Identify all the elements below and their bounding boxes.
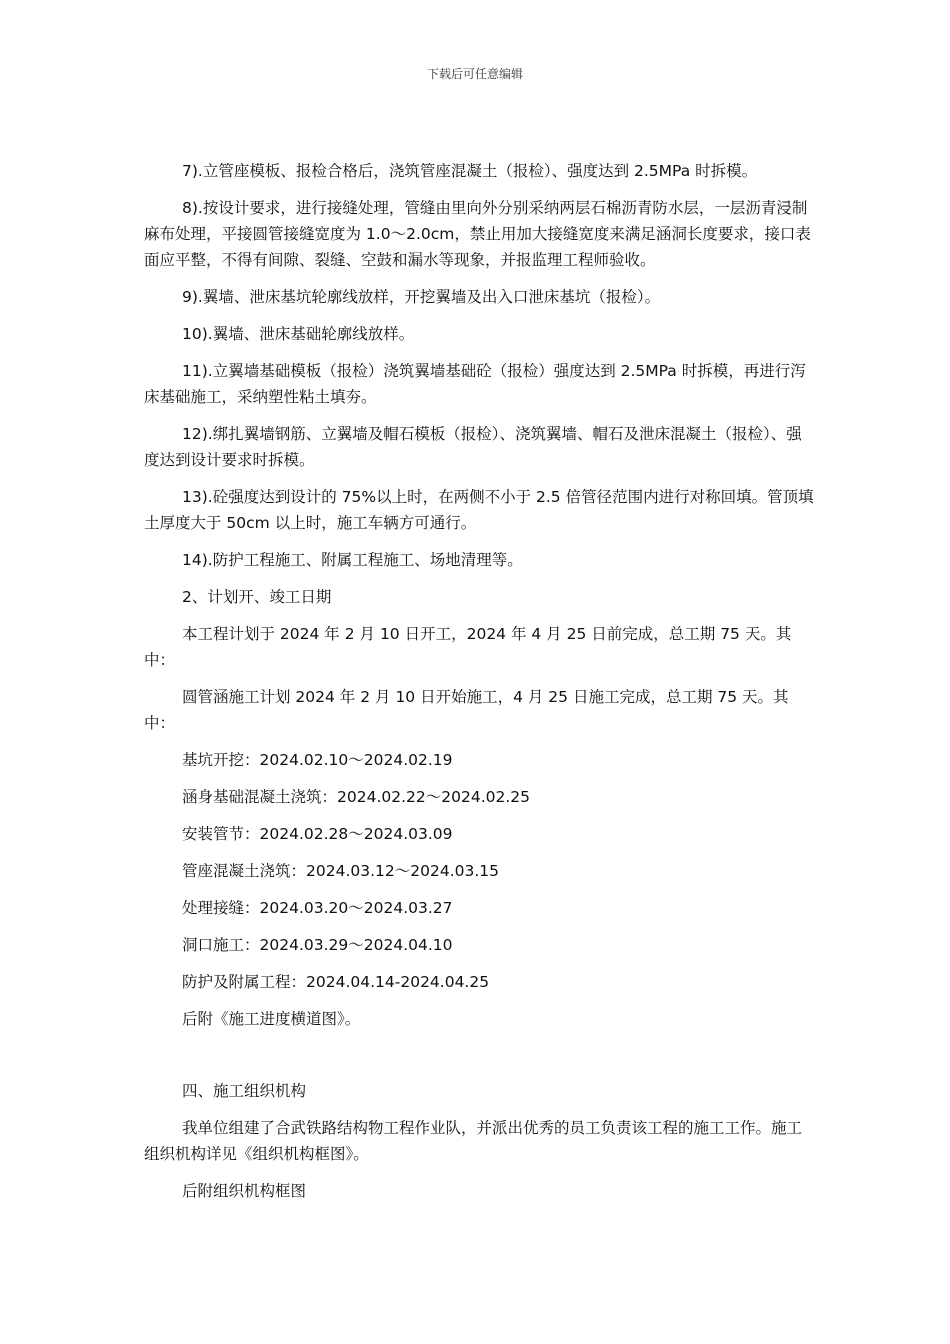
schedule-item-portal: 洞口施工：2024.03.29～2024.04.10 [182,936,453,954]
paragraph-gantt-reference: 后附《施工进度横道图》。 [182,1010,361,1028]
paragraph-organization: 我单位组建了合武铁路结构物工程作业队，并派出优秀的员工负责该工程的施工工作。施工组织机构详见《组织机构框图》。 [144,1119,803,1163]
section-heading-schedule: 2、计划开、竣工日期 [182,588,332,606]
paragraph-step-7: 7).立管座模板、报检合格后，浇筑管座混凝土（报检）、强度达到 2.5MPa 时拆模。 [182,162,758,180]
paragraph-org-chart-reference: 后附组织机构框图 [182,1182,307,1200]
document-body [144,158,814,1215]
schedule-item-pipe-seat-concrete: 管座混凝土浇筑：2024.03.12～2024.03.15 [182,862,499,880]
schedule-item-excavation: 基坑开挖：2024.02.10～2024.02.19 [182,751,453,769]
schedule-item-protection: 防护及附属工程：2024.04.14-2024.04.25 [182,973,490,991]
page-header-note: 下载后可任意编辑 [426,67,523,81]
schedule-item-pipe-install: 安装管节：2024.02.28～2024.03.09 [182,825,453,843]
section-heading-organization: 四、施工组织机构 [182,1082,307,1100]
schedule-item-foundation-concrete: 涵身基础混凝土浇筑：2024.02.22～2024.02.25 [182,788,530,806]
paragraph-schedule-overview: 本工程计划于 2024 年 2 月 10 日开工，2024 年 4 月 25 日前完成，总工期 75 天。其中： [144,625,792,669]
paragraph-step-14: 14).防护工程施工、附属工程施工、场地清理等。 [182,551,523,569]
paragraph-culvert-schedule: 圆管涵施工计划 2024 年 2 月 10 日开始施工，4 月 25 日施工完成，总工期 75 天。其中： [144,688,789,732]
paragraph-step-11: 11).立翼墙基础模板（报检）浇筑翼墙基础砼（报检）强度达到 2.5MPa 时拆模，再进行泻床基础施工，采纳塑性粘土填夯。 [144,362,806,406]
paragraph-step-9: 9).翼墙、泄床基坑轮廓线放样，开挖翼墙及出入口泄床基坑（报检）。 [182,288,661,306]
paragraph-step-13: 13).砼强度达到设计的 75%以上时，在两侧不小于 2.5 倍管径范围内进行对称回填。管顶填土厚度大于 50cm 以上时，施工车辆方可通行。 [144,488,814,532]
paragraph-step-8: 8).按设计要求，进行接缝处理，管缝由里向外分别采纳两层石棉沥青防水层，一层沥青浸制麻布处理，平接圆管接缝宽度为 1.0～2.0cm，禁止用加大接缝宽度来满足涵洞长度要求，接口表面应平整，不得有间隙、裂缝、空鼓和漏水等现象，并报监理工程师验收。 [144,199,811,269]
paragraph-step-10: 10).翼墙、泄床基础轮廓线放样。 [182,325,415,343]
schedule-item-joint-treatment: 处理接缝：2024.03.20～2024.03.27 [182,899,453,917]
paragraph-step-12: 12).绑扎翼墙钢筋、立翼墙及帽石模板（报检）、浇筑翼墙、帽石及泄床混凝土（报检）、强度达到设计要求时拆模。 [144,425,802,469]
